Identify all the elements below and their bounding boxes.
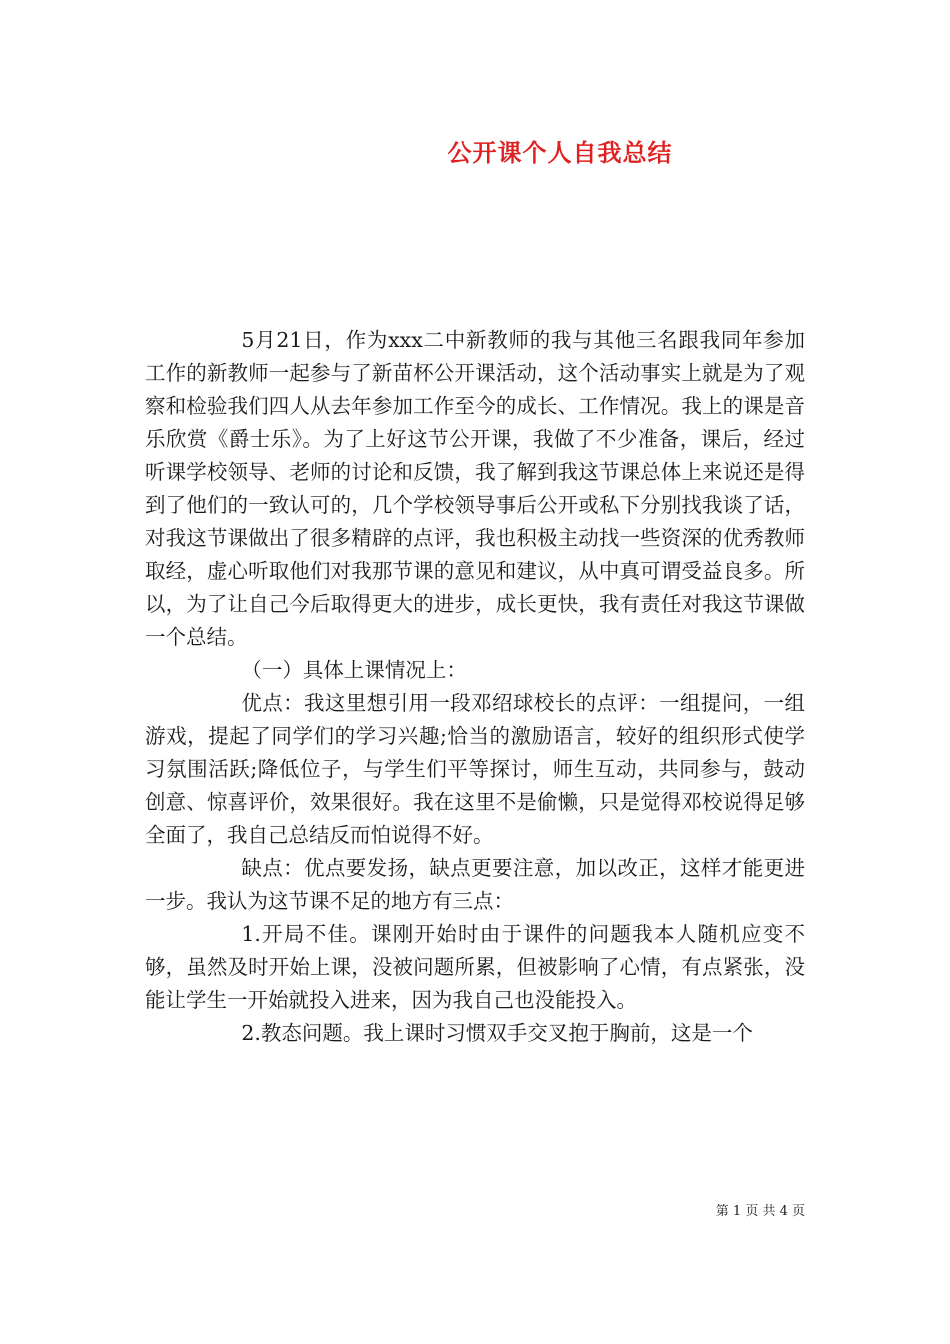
paragraph-weaknesses: 缺点：优点要发扬，缺点更要注意，加以改正，这样才能更进一步。我认为这节课不足的地方有三点： bbox=[145, 856, 805, 913]
section-heading: （一）具体上课情况上： bbox=[241, 658, 467, 682]
document-body bbox=[145, 324, 805, 1050]
paragraph-strengths: 优点：我这里想引用一段邓绍球校长的点评：一组提问，一组游戏，提起了同学们的学习兴趣;恰当的激励语言，较好的组织形式使学习氛围活跃;降低位子，与学生们平等探讨，师生互动，共同参与，鼓动创意、惊喜评价，效果很好。我在这里不是偷懒，只是觉得邓校说得足够全面了，我自己总结反而怕说得不好。 bbox=[145, 691, 805, 847]
document-title: 公开课个人自我总结 bbox=[447, 138, 673, 167]
paragraph-intro: 5月21日，作为xxx二中新教师的我与其他三名跟我同年参加工作的新教师一起参与了新苗杯公开课活动，这个活动事实上就是为了观察和检验我们四人从去年参加工作至今的成长、工作情况。我上的课是音乐欣赏《爵士乐》。为了上好这节公开课，我做了不少准备，课后，经过听课学校领导、老师的讨论和反馈，我了解到我这节课总体上来说还是得到了他们的一致认可的，几个学校领导事后公开或私下分别找我谈了话，对我这节课做出了很多精辟的点评，我也积极主动找一些资深的优秀教师取经，虚心听取他们对我那节课的意见和建议，从中真可谓受益良多。所以，为了让自己今后取得更大的进步，成长更快，我有责任对我这节课做一个总结。 bbox=[145, 328, 805, 649]
paragraph-point-1: 1.开局不佳。课刚开始时由于课件的问题我本人随机应变不够，虽然及时开始上课，没被问题所累，但被影响了心情，有点紧张，没能让学生一开始就投入进来，因为我自己也没能投入。 bbox=[145, 922, 805, 1012]
paragraph-point-2: 2.教态问题。我上课时习惯双手交叉抱于胸前，这是一个 bbox=[241, 1021, 753, 1045]
page-number-footer: 第 1 页 共 4 页 bbox=[715, 1204, 805, 1219]
